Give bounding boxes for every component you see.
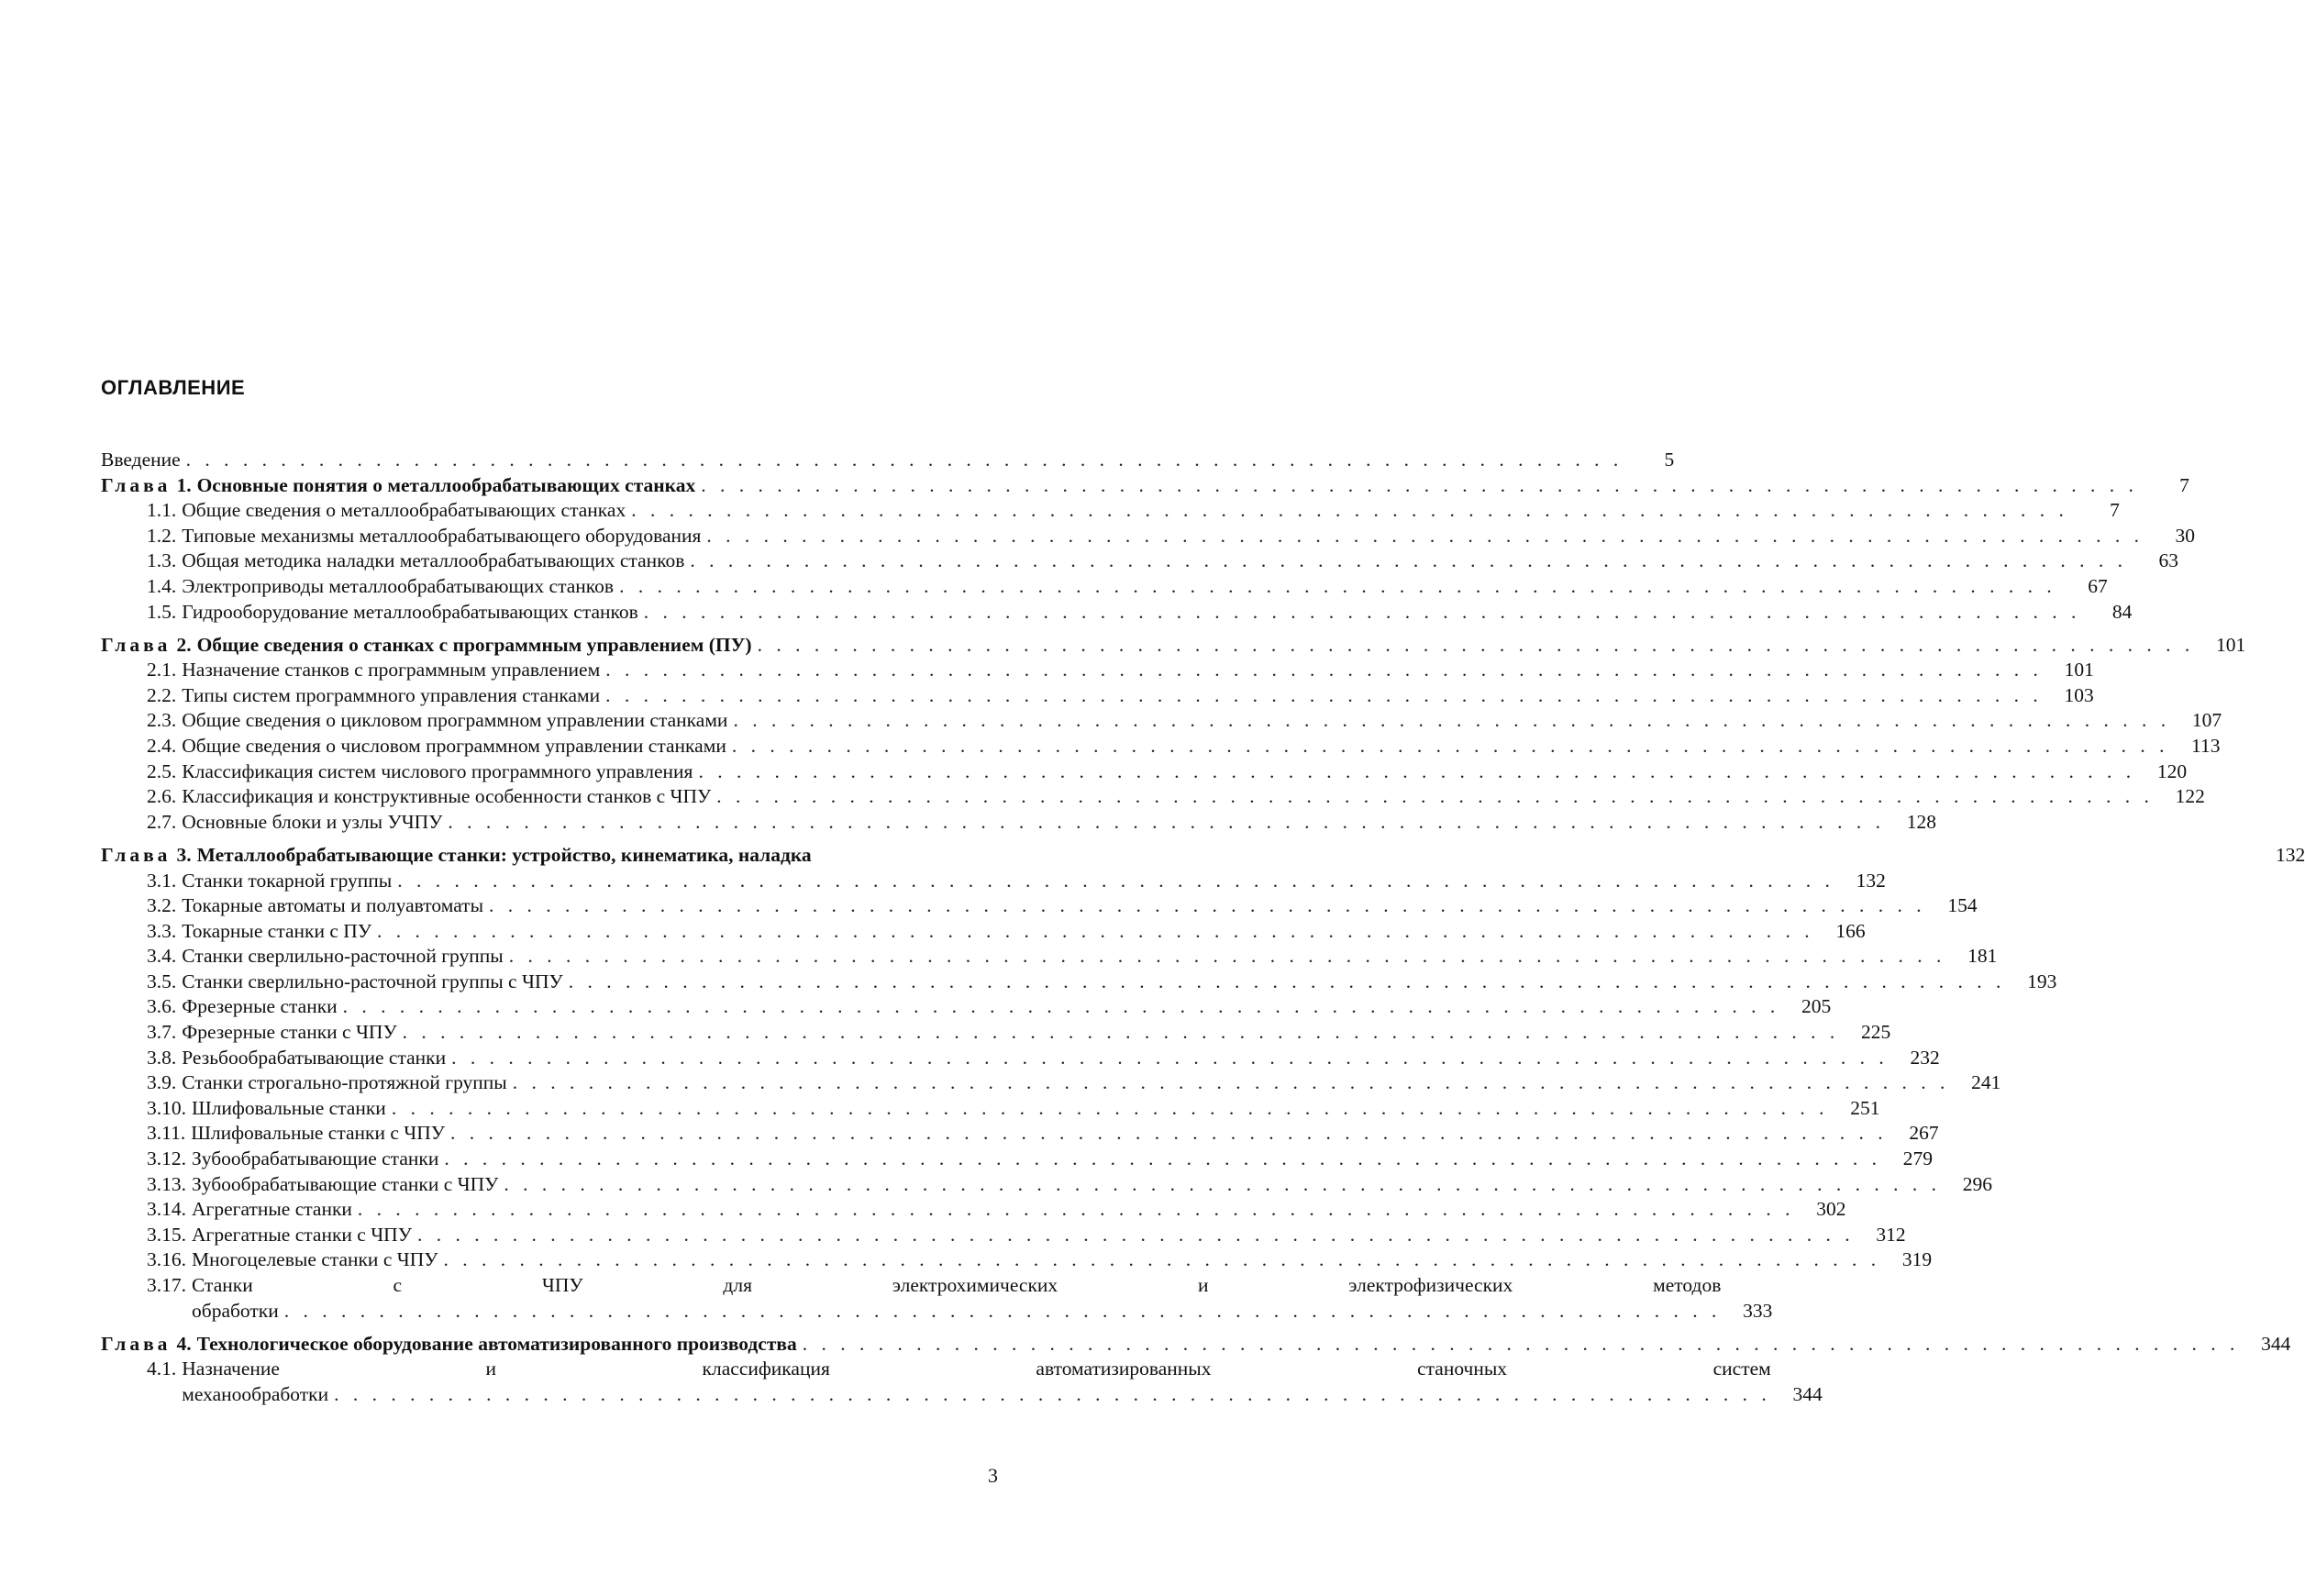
toc-entry-page: 333 [1743, 1299, 1773, 1322]
dot-leader [397, 869, 1834, 894]
toc-entry [101, 524, 2196, 549]
toc-entry-title: Фрезерные станки с ЧПУ [182, 1021, 397, 1044]
toc-entry-title: Типы систем программного управления станками [182, 683, 601, 706]
toc-entry-number: 3.3. [147, 919, 177, 942]
dot-leader [451, 1046, 1889, 1071]
toc-entry-title: Основные понятия о металлообрабатывающих станках [196, 473, 696, 496]
toc-entry [101, 1247, 1933, 1273]
toc-entry [101, 1273, 1773, 1324]
dot-leader [343, 994, 1780, 1020]
toc-entry [101, 994, 1832, 1020]
toc-entry-number: 3.1. [147, 869, 177, 892]
dot-leader [443, 1247, 1880, 1273]
toc-entry [101, 708, 2222, 734]
toc-entry-number: 3. [176, 843, 192, 866]
dot-leader [803, 1332, 2240, 1358]
dot-leader [631, 498, 2068, 524]
toc-entry-title: Технологическое оборудование автоматизированного производства [196, 1332, 797, 1355]
toc-entry-title: Станки сверлильно-расточной группы с ЧПУ [182, 970, 563, 992]
table-of-contents [101, 448, 2305, 1407]
toc-entry-title: Металлообрабатывающие станки: устройство, кинематика, наладка [196, 843, 812, 866]
toc-entry-page: 113 [2191, 735, 2221, 758]
dot-leader [605, 683, 2043, 709]
toc-entry-number: 3.7. [147, 1021, 177, 1044]
dot-leader [619, 574, 2056, 600]
toc-entry-page: 319 [1901, 1248, 1933, 1271]
toc-entry-number: 3.5. [147, 970, 177, 992]
toc-entry-title: Назначение станков с программным управлением [182, 659, 601, 682]
toc-entry [101, 759, 2188, 785]
chapter-prefix: Глава [101, 473, 172, 496]
toc-entry-number: 1.2. [147, 524, 177, 547]
toc-entry [101, 944, 1998, 970]
toc-entry-number: 4.1. [147, 1358, 177, 1380]
toc-entry-number: 2. [176, 633, 192, 656]
chapter-prefix: Глава [101, 1332, 172, 1355]
toc-entry-page: 312 [1876, 1223, 1906, 1246]
toc-entry-number: 1.3. [147, 549, 177, 572]
toc-entry [101, 869, 1886, 894]
toc-entry-title: Шлифовальные станки [192, 1096, 386, 1119]
toc-entry-title: Агрегатные станки [192, 1198, 352, 1221]
toc-entry-page: 344 [1792, 1382, 1823, 1405]
toc-entry-page: 122 [2175, 785, 2205, 808]
toc-entry [101, 658, 2094, 683]
toc-entry-number: 2.7. [147, 810, 177, 833]
toc-entry-number: 3.17. [147, 1274, 186, 1296]
toc-entry-title: Станки строгально-протяжной группы [182, 1071, 507, 1094]
toc-entry-title: Многоцелевые станки с ЧПУ [192, 1248, 438, 1271]
dot-leader [758, 633, 2195, 659]
dot-leader [513, 1070, 1950, 1096]
toc-entry [101, 1223, 1906, 1248]
toc-entry-page: 103 [2064, 683, 2094, 706]
toc-entry-page: 154 [1947, 894, 1978, 917]
toc-entry-title: Токарные станки с ПУ [182, 919, 372, 942]
toc-entry [101, 1172, 1992, 1198]
chapter-prefix: Глава [101, 633, 172, 656]
toc-entry-page: 84 [2111, 600, 2133, 623]
toc-entry-page: 241 [1971, 1071, 2001, 1094]
dot-leader [504, 1172, 1941, 1198]
toc-entry-page: 166 [1835, 919, 1866, 942]
toc-entry [101, 919, 1866, 945]
toc-entry [101, 683, 2094, 709]
dot-leader [569, 970, 2006, 995]
toc-chapter [101, 843, 2305, 869]
dot-leader [644, 600, 2081, 626]
toc-entry-title-block [182, 1357, 1823, 1407]
dot-leader [417, 1223, 1855, 1248]
toc-entry-title: Фрезерные станки [182, 995, 338, 1018]
toc-entry-page: 181 [1967, 945, 1998, 968]
toc-entry-title: Шлифовальные станки с ЧПУ [191, 1122, 446, 1145]
toc-entry-title-continued: обработки [192, 1299, 279, 1322]
toc-entry-title-line: Назначение и классификация автоматизированных станочных систем [182, 1358, 1771, 1380]
dot-leader [605, 658, 2043, 683]
toc-entry-title: Общие сведения о станках с программным управлением (ПУ) [196, 633, 752, 656]
dot-leader [690, 549, 2127, 574]
toc-entry-title: Станки сверлильно-расточной группы [182, 945, 504, 968]
toc-entry [101, 970, 2057, 995]
toc-entry-number: 3.6. [147, 995, 177, 1018]
toc-entry-title: Зубообрабатывающие станки [192, 1147, 439, 1170]
toc-entry [101, 893, 1978, 919]
toc-entry-title: Резьбообрабатывающие станки [182, 1046, 447, 1069]
toc-entry [101, 600, 2133, 626]
toc-entry-title: Гидрооборудование металлообрабатывающих станков [182, 600, 638, 623]
toc-entry [101, 1020, 1891, 1046]
toc-entry [101, 1096, 1880, 1122]
dot-leader [444, 1147, 1881, 1172]
toc-entry-title: Общие сведения о числовом программном управлении станками [182, 735, 726, 758]
toc-entry-page: 225 [1861, 1021, 1891, 1044]
toc-entry-page: 302 [1816, 1198, 1846, 1221]
toc-entry [101, 549, 2179, 574]
toc-entry-page: 63 [2158, 549, 2179, 572]
toc-entry-page: 120 [2156, 759, 2188, 782]
toc-entry [101, 448, 1675, 473]
toc-entry-number: 4. [176, 1332, 192, 1355]
toc-entry-number: 1.1. [147, 499, 177, 522]
dot-leader [489, 893, 1926, 919]
toc-entry [101, 1197, 1846, 1223]
toc-entry-number: 3.2. [147, 894, 177, 917]
toc-entry-page: 107 [2191, 709, 2222, 732]
dot-leader [450, 1121, 1888, 1147]
toc-entry-page: 7 [2110, 499, 2120, 522]
dot-leader [358, 1197, 1795, 1223]
dot-leader [701, 473, 2138, 499]
toc-entry-number: 2.4. [147, 735, 177, 758]
toc-entry-number: 2.5. [147, 759, 177, 782]
toc-entry-page: 279 [1902, 1147, 1933, 1170]
toc-entry-title-line [192, 1299, 1772, 1324]
toc-entry [101, 574, 2108, 600]
dot-leader [509, 944, 1946, 970]
dot-leader [733, 708, 2170, 734]
toc-entry-number: 3.10. [147, 1096, 186, 1119]
toc-entry-number: 3.4. [147, 945, 177, 968]
toc-entry [101, 1121, 1939, 1147]
toc-entry-number: 3.16. [147, 1248, 186, 1271]
dot-leader [334, 1382, 1771, 1408]
toc-entry-page: 193 [2027, 970, 2057, 992]
toc-entry-title: Электроприводы металлообрабатывающих станков [182, 574, 615, 597]
toc-entry-number: 3.13. [147, 1172, 186, 1195]
dot-leader [716, 784, 2154, 810]
toc-entry-number: 2.6. [147, 785, 177, 808]
toc-entry-number: 2.1. [147, 659, 177, 682]
toc-entry-page: 296 [1962, 1172, 1992, 1195]
toc-entry-title: Введение [101, 449, 181, 471]
toc-entry-title: Классификация и конструктивные особенности станков с ЧПУ [182, 785, 712, 808]
toc-entry [101, 1147, 1933, 1172]
dot-leader [448, 810, 1885, 836]
toc-entry [101, 1357, 1823, 1407]
toc-entry-title-line [182, 1382, 1823, 1408]
page-number: 3 [988, 1464, 998, 1487]
toc-chapter [101, 633, 2246, 659]
toc-entry-number: 1.5. [147, 600, 177, 623]
toc-entry-page: 132 [2276, 843, 2305, 866]
toc-entry-number: 2.3. [147, 709, 177, 732]
toc-entry-page: 5 [1664, 449, 1675, 471]
toc-entry-page: 132 [1856, 869, 1886, 892]
chapter-prefix: Глава [101, 843, 172, 866]
dot-leader [186, 448, 1623, 473]
toc-entry-page: 7 [2179, 473, 2189, 496]
dot-leader [377, 919, 1814, 945]
dot-leader [732, 734, 2169, 759]
toc-entry-title: Общие сведения о металлообрабатывающих станках [182, 499, 626, 522]
dot-leader [706, 524, 2144, 549]
toc-entry-number: 3.11. [147, 1122, 186, 1145]
toc-entry-title: Общие сведения о цикловом программном управлении станками [182, 709, 728, 732]
toc-entry-page: 101 [2215, 633, 2246, 656]
toc-entry-number: 3.14. [147, 1198, 186, 1221]
toc-entry-title: Типовые механизмы металлообрабатывающего оборудования [182, 524, 702, 547]
toc-entry-page: 267 [1909, 1122, 1939, 1145]
toc-entry [101, 734, 2221, 759]
toc-entry-title-continued: механообработки [182, 1382, 329, 1405]
toc-entry-page: 344 [2261, 1332, 2291, 1355]
toc-entry-title: Основные блоки и узлы УЧПУ [182, 810, 443, 833]
toc-entry-number: 3.15. [147, 1223, 186, 1246]
toc-entry-title: Общая методика наладки металлообрабатывающих станков [182, 549, 685, 572]
toc-entry-number: 3.8. [147, 1046, 177, 1069]
toc-entry-page: 232 [1910, 1046, 1940, 1069]
toc-entry-page: 205 [1801, 995, 1832, 1018]
toc-entry-number: 1.4. [147, 574, 177, 597]
dot-leader [284, 1299, 1722, 1324]
toc-entry-title: Станки токарной группы [182, 869, 393, 892]
toc-entry [101, 784, 2205, 810]
dot-leader [392, 1096, 1829, 1122]
toc-entry-page: 67 [2088, 574, 2108, 597]
toc-entry-page: 251 [1850, 1096, 1880, 1119]
toc-entry-title: Зубообрабатывающие станки с ЧПУ [192, 1172, 499, 1195]
dot-leader [698, 759, 2135, 785]
toc-entry-title: Классификация систем числового программного управления [182, 759, 693, 782]
toc-entry-number: 3.12. [147, 1147, 186, 1170]
toc-entry-page: 101 [2064, 659, 2094, 682]
toc-entry-number: 1. [176, 473, 192, 496]
toc-entry [101, 1046, 1940, 1071]
toc-entry [101, 498, 2120, 524]
toc-chapter [101, 473, 2189, 499]
toc-entry [101, 1070, 2001, 1096]
toc-entry-title: Токарные автоматы и полуавтоматы [182, 894, 484, 917]
dot-leader [403, 1020, 1840, 1046]
toc-entry-number: 3.9. [147, 1071, 177, 1094]
toc-entry-title-line: Станки с ЧПУ для электрохимических и электрофизических методов [192, 1274, 1722, 1296]
toc-entry-page: 128 [1906, 810, 1937, 833]
toc-chapter [101, 1332, 2291, 1358]
toc-entry-title-block [192, 1273, 1772, 1324]
toc-entry [101, 810, 1937, 836]
toc-entry-page: 30 [2175, 524, 2196, 547]
toc-entry-number: 2.2. [147, 683, 177, 706]
toc-heading: ОГЛАВЛЕНИЕ [101, 376, 246, 399]
toc-entry-title: Агрегатные станки с ЧПУ [192, 1223, 412, 1246]
